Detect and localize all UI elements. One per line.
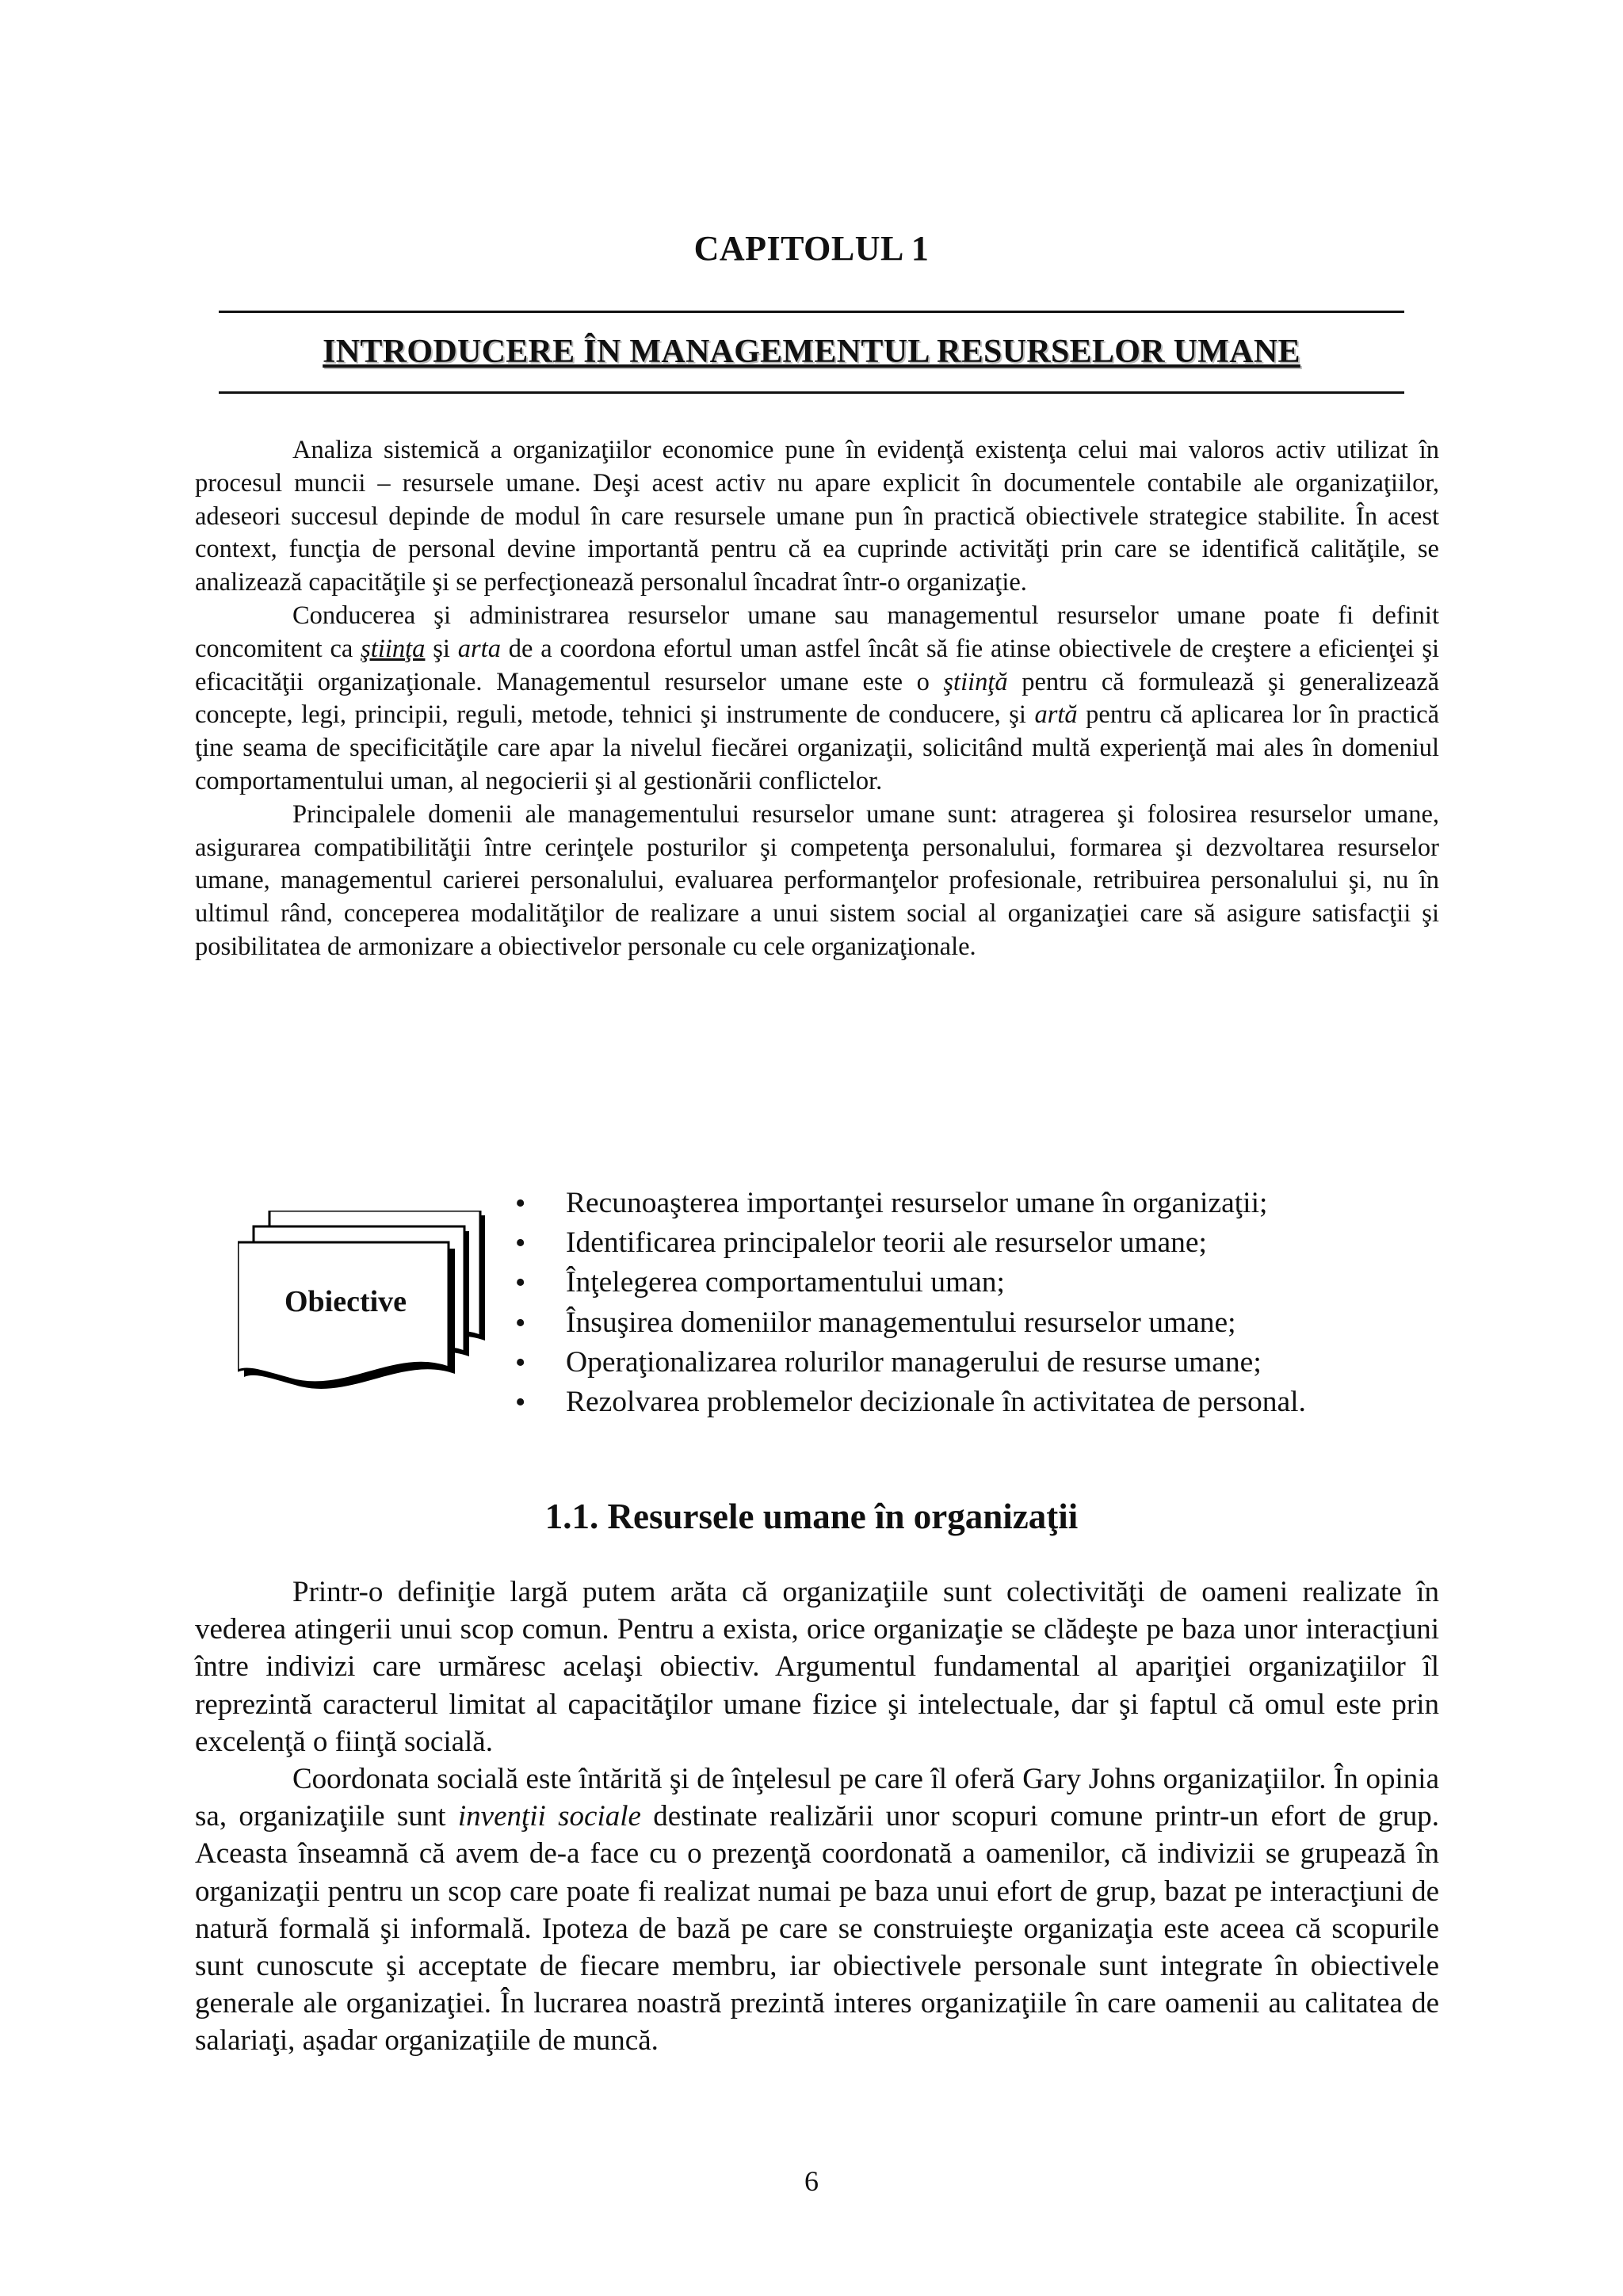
emphasis-text: arta xyxy=(457,634,501,663)
intro-text xyxy=(195,434,1439,964)
emphasis-text: invenţii sociale xyxy=(457,1800,641,1833)
chapter-label: CAPITOLUL 1 xyxy=(693,229,930,268)
section-paragraph: Printr-o definiţie largă putem arăta că organizaţiile sunt colectivităţi de oameni realizate în vederea atingerii unui scop comun. Pentru a exista, orice organizaţie se clădeşte pe baza unor interacţiuni între indivizi care urmăresc acelaşi obiectiv. Argumentul fundamental al apariţiei organizaţiilor îl reprezintă caracterul limitat al capacităţilor umane fizice şi intelectuale, dar şi faptul că omul este prin excelenţă o fiinţă socială. xyxy=(195,1576,1439,1758)
objectives-list xyxy=(510,1184,1306,1422)
objectives-label: Obiective xyxy=(284,1285,407,1318)
intro-paragraph: Principalele domenii ale managementului resurselor umane sunt: atragerea şi folosirea resurselor umane, asigurarea compatibilităţii între cerinţele posturilor şi competenţa personalului, formarea şi dezvoltarea resurselor umane, managementul carierei personalului, evaluarea performanţelor profesionale, retribuirea personalului şi, nu în ultimul rând, conceperea modalităţilor de realizare a unui sistem social al organizaţiei care să asigure satisfacţii şi posibilitatea de armonizare a obiectivelor personale cu cele organizaţionale. xyxy=(195,799,1439,961)
intro-paragraph: Analiza sistemică a organizaţiilor economice pune în evidenţă existenţa celui mai valoros activ utilizat în procesul muncii – resursele umane. Deşi acest activ nu apare explicit în documentele contabile ale organizaţiilor, adeseori succesul depinde de modul în care resursele umane pun în practică obiectivele strategice stabilite. În acest context, funcţia de personal devine importantă pentru că ea cuprinde activităţi prin care se identifică calităţile, se analizează capacităţile şi se perfecţionează personalul încadrat într-o organizaţie. xyxy=(195,436,1439,597)
emphasis-text: ştiinţă xyxy=(943,667,1008,696)
emphasis-text: ştiinţa xyxy=(361,634,426,663)
intro-paragraph: Conducerea şi administrarea resurselor umane sau managementul resurselor umane poate fi definit concomitent ca ştiinţa şi arta de a coordona efortul uman astfel încât să fie atinse obiectivele de creştere a eficienţei şi eficacităţii organizaţionale. Managementul resurselor umane este o ştiinţă pentru că formulează şi generalizează concepte, legi, principii, reguli, metode, tehnici şi instrumente de conducere, şi artă pentru că aplicarea lor în practică ţine seama de specificităţile care apar la nivelul fiecărei organizaţii, solicitând multă experienţă mai ales în domeniul comportamentului uman, al negocierii şi al gestionării conflictelor. xyxy=(195,601,1439,795)
section-text xyxy=(195,1573,1439,2060)
objective-item: • Operaţionalizarea rolurilor managerului de resurse umane; xyxy=(510,1343,1306,1383)
section-paragraph: Coordonata socială este întărită şi de înţelesul pe care îl oferă Gary Johns organizaţiilor. În opinia sa, organizaţiile sunt invenţii sociale destinate realizării unor scopuri comune printr-un efort de grup. Aceasta înseamnă că avem de-a face cu o prezenţă coordonată a oamenilor, că indivizii se grupează în organizaţii pentru un scop care poate fi realizat numai pe baza unui efort de grup, bazat pe interacţiuni de natură formală şi informală. Ipoteza de bază pe care se construieşte organizaţia este aceea că scopurile sunt cunoscute şi acceptate de fiecare membru, iar obiectivele personale sunt integrate în obiectivele generale ale organizaţiei. În lucrarea noastră prezintă interes organizaţiile în care oamenii au calitatea de salariaţi, aşadar organizaţiile de muncă. xyxy=(195,1763,1439,2058)
section-title: 1.1. Resursele umane în organizaţii xyxy=(544,1497,1079,1536)
objectives-graphic xyxy=(238,1211,491,1393)
objective-item: • Însuşirea domeniilor managementului resurselor umane; xyxy=(510,1303,1306,1343)
emphasis-text: artă xyxy=(1034,700,1078,730)
title-rule-top xyxy=(219,311,1404,313)
objective-item: • Recunoaşterea importanţei resurselor umane în organizaţii; xyxy=(510,1184,1306,1223)
title-rule-bottom xyxy=(219,391,1404,394)
objective-item: • Înţelegerea comportamentului uman; xyxy=(510,1263,1306,1302)
objective-item: • Identificarea principalelor teorii ale resurselor umane; xyxy=(510,1223,1306,1263)
objective-item: • Rezolvarea problemelor decizionale în activitatea de personal. xyxy=(510,1383,1306,1422)
page-number: 6 xyxy=(804,2165,819,2197)
chapter-title: INTRODUCERE ÎN MANAGEMENTUL RESURSELOR UMANE xyxy=(323,334,1300,370)
